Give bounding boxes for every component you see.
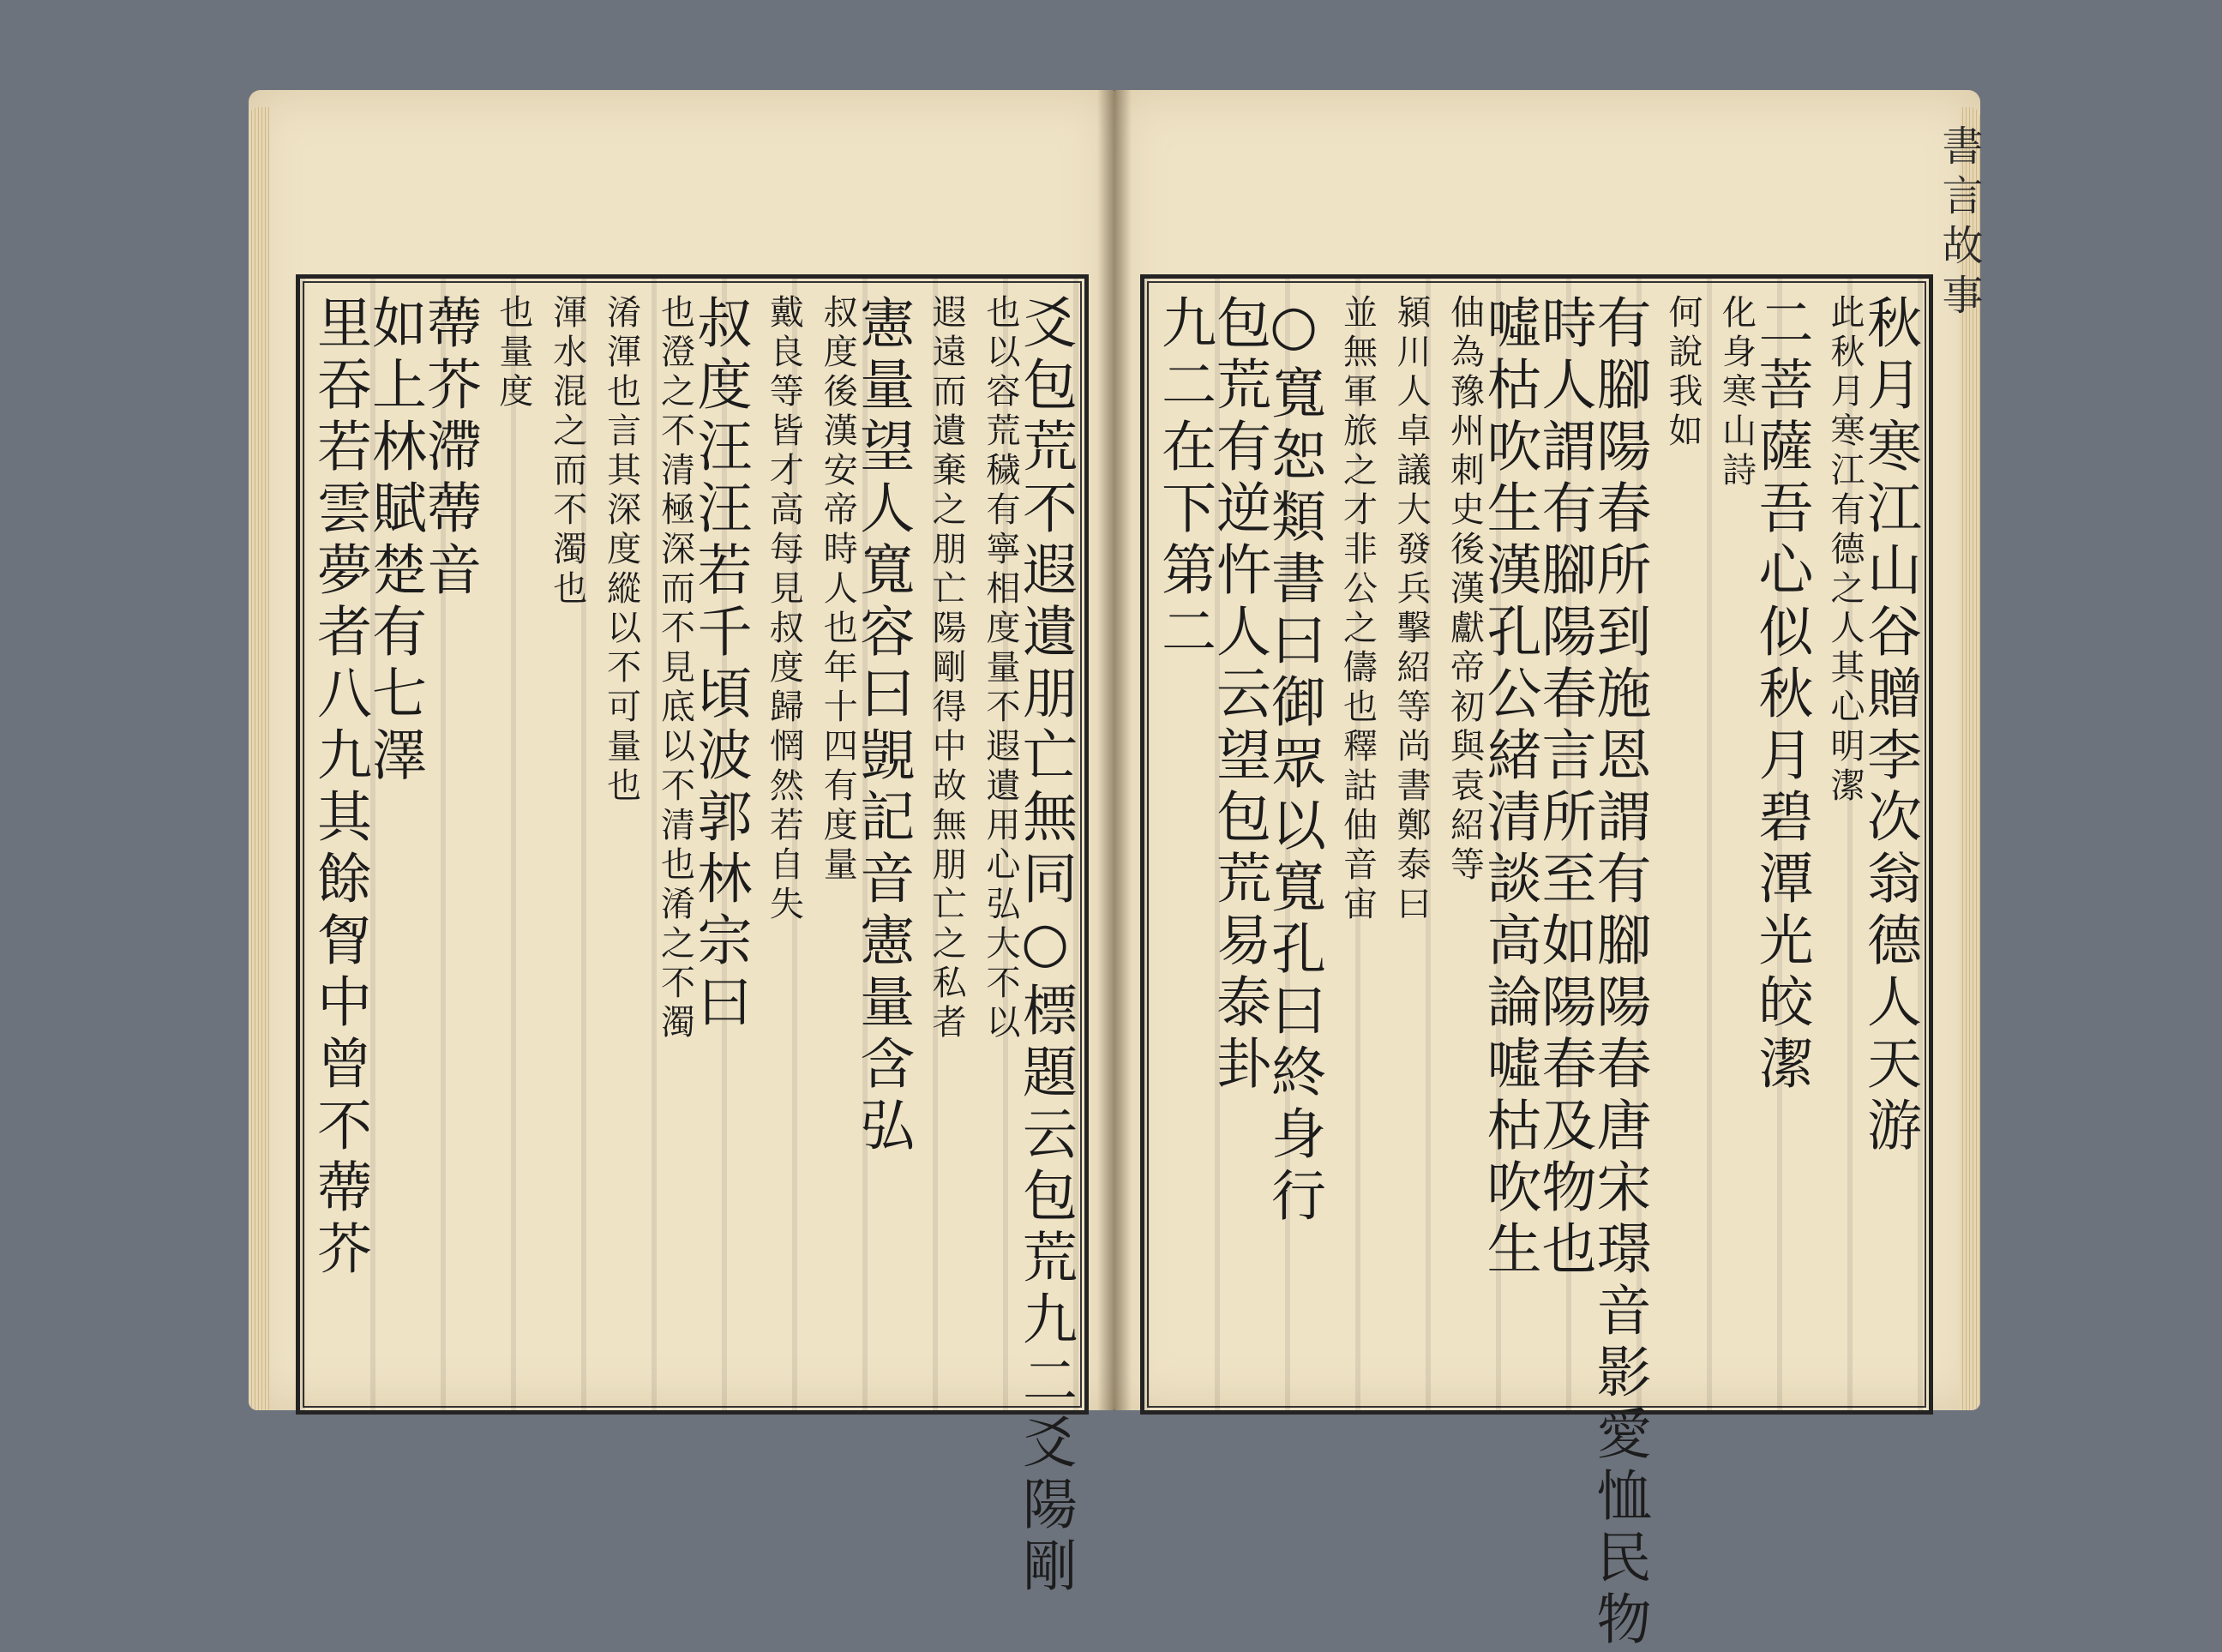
left-column: 叔度後漢安帝時人也年十四有度量 <box>818 294 858 886</box>
left-text-frame <box>296 274 1089 1599</box>
left-column: 憲量望人寬容曰覬記音憲量含弘 <box>850 294 915 1158</box>
right-column: 並無軍旅之才非公之儔也釋詁伷音宙 <box>1337 294 1378 925</box>
left-page <box>249 90 1114 1599</box>
right-columns <box>1152 294 1921 1652</box>
right-page <box>1114 90 1983 1652</box>
left-column: 淆渾也言其深度縱以不可量也 <box>601 294 641 807</box>
right-column: 噓枯吹生漢孔公緒清談高論噓枯吹生 <box>1477 294 1541 1282</box>
right-column: 二菩薩吾心似秋月碧潭光皎潔 <box>1749 294 1813 1096</box>
right-column: 此秋月寒江有德之人其心明潔 <box>1825 294 1865 807</box>
left-column: 里吞若雲夢者八九其餘胷中曾不蔕芥 <box>308 294 371 1282</box>
spine-shadow <box>1097 90 1132 1410</box>
right-column: 時人謂有腳陽春言所至如陽春及物也 <box>1532 294 1596 1282</box>
left-column: 叔度汪汪若千頃波郭林宗曰 <box>688 294 752 1035</box>
right-column: 包荒有逆忤人云望包荒易泰卦 <box>1207 294 1270 1096</box>
right-text-frame <box>1140 274 1933 1652</box>
left-column: 戴良等皆才高每見叔度歸惘然若自失 <box>764 294 804 925</box>
left-column: 爻包荒不遐遺朋亡無同○標題云包荒九二爻陽剛 <box>1013 294 1077 1599</box>
right-column: 伷為豫州刺史後漢獻帝初與袁紹等 <box>1444 294 1485 886</box>
left-column: 渾水混之而不濁也 <box>547 294 587 610</box>
left-column: 遐遠而遺棄之朋亡陽剛得中故無朋亡之私者 <box>927 294 967 1043</box>
left-column: 蔕芥滯蔕音 <box>417 294 481 603</box>
left-column: 如上林賦楚有七澤 <box>363 294 426 788</box>
right-column: ○寬恕類書曰御眾以寬孔曰終身行 <box>1262 294 1325 1228</box>
left-columns <box>308 294 1077 1599</box>
right-column: 秋月寒江山谷贈李次翁德人天游 <box>1858 294 1921 1158</box>
left-column: 也量度 <box>493 294 533 412</box>
right-column: 有腳陽春所到施恩謂有腳陽春唐宋璟音影愛恤民物 <box>1587 294 1651 1652</box>
left-column: 也澄之不清極深而不見底以不清也淆之不濁 <box>655 294 695 1043</box>
right-column: 化身寒山詩 <box>1716 294 1757 491</box>
open-book <box>231 81 1997 1652</box>
left-page-edge <box>249 107 269 1410</box>
right-column: 九二在下第二 <box>1152 294 1216 664</box>
right-column: 潁川人卓議大發兵擊紹等尚書鄭泰曰 <box>1391 294 1431 925</box>
margin-label: 書言故事 <box>1935 124 1983 323</box>
left-column: 也以容荒穢有寧相度量不遐遺用心弘大不以 <box>981 294 1020 1043</box>
right-column: 何說我如 <box>1663 294 1703 452</box>
